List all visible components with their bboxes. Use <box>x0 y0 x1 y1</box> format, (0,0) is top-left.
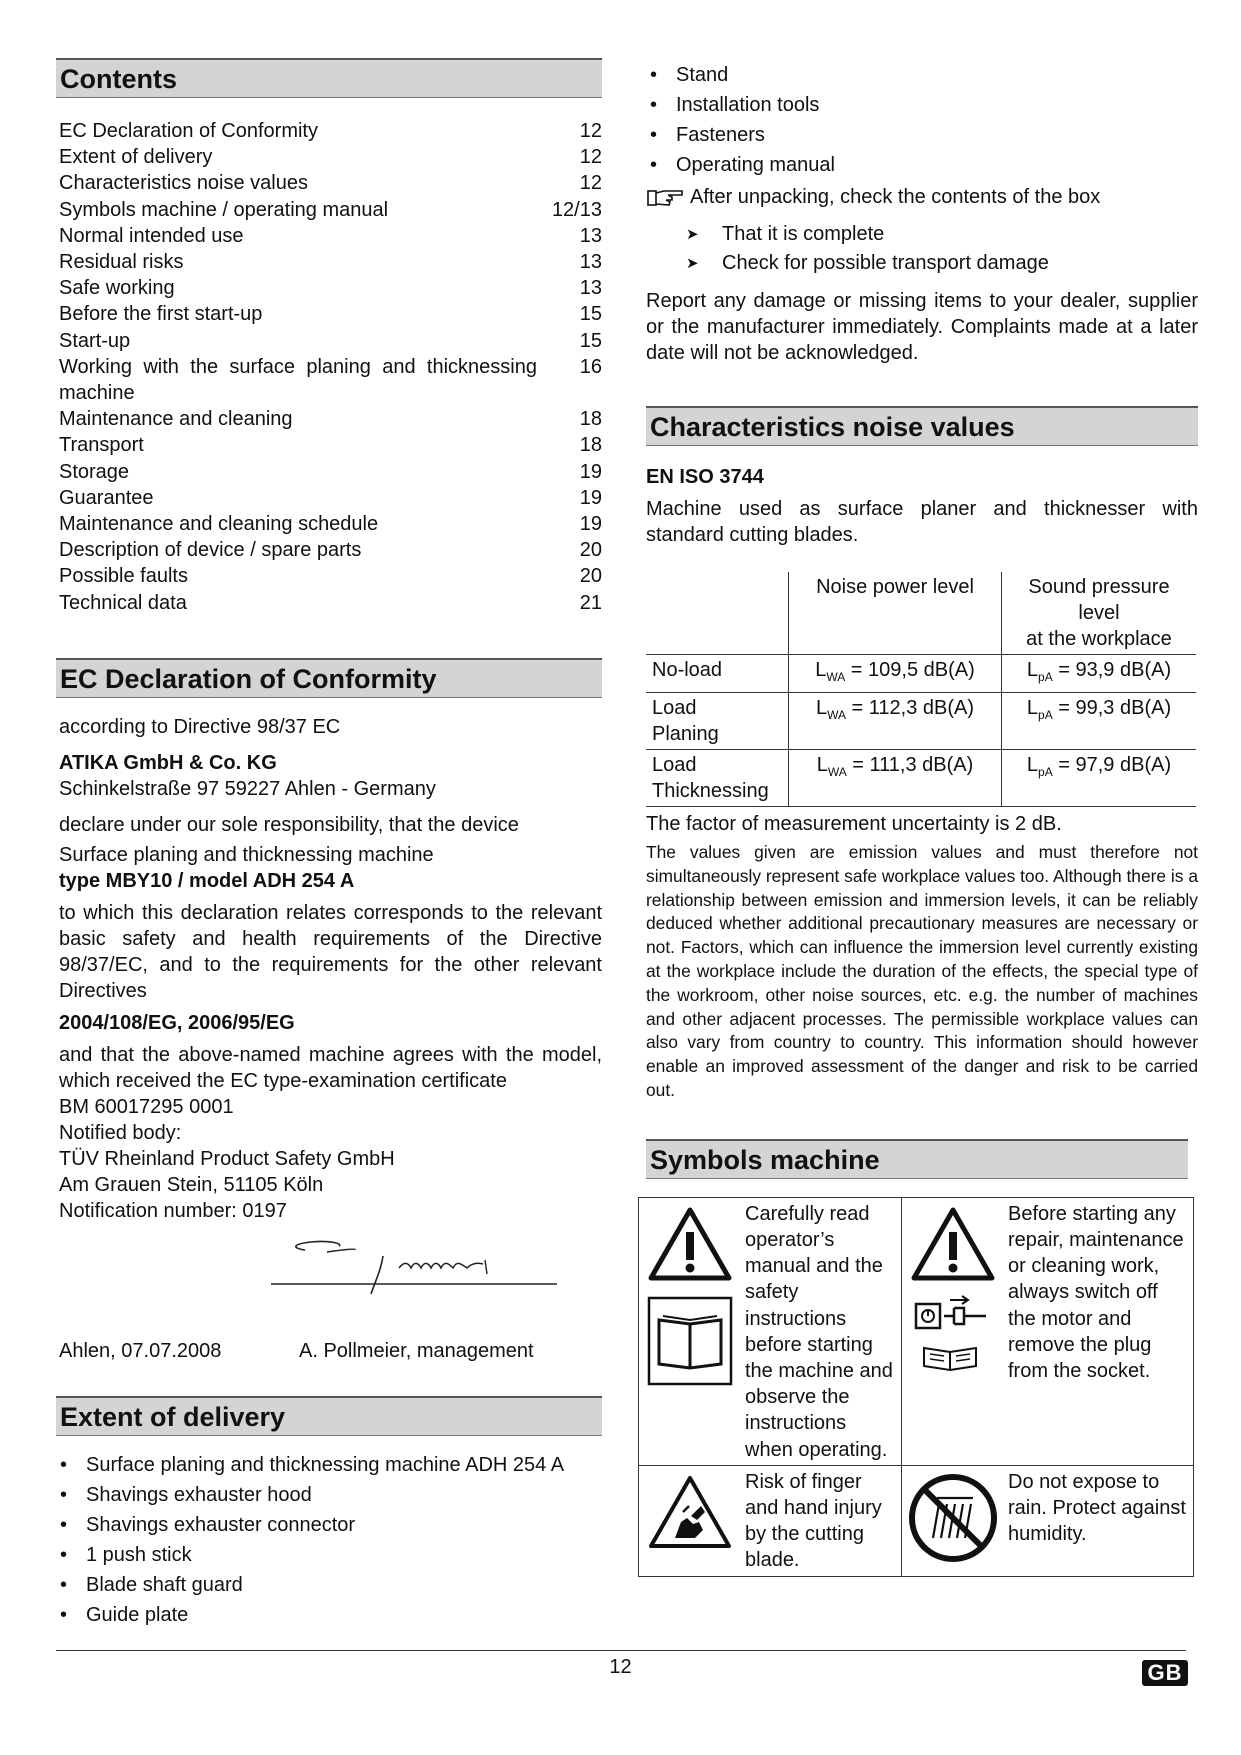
hand-injury-icon <box>647 1472 733 1552</box>
declaration-relates: to which this declaration relates corresponds to the relevant basic safety and health requirements of the Directive 98/37/EC, and to the requirements for the other relevant Directives <box>59 901 602 1002</box>
book-icon <box>647 1296 733 1386</box>
toc-page: 12 <box>579 172 602 195</box>
toc-row <box>56 432 602 458</box>
symbol-text-read-manual: Carefully read operator’s manual and the safety instructions before starting the machine and observe the instructions when operating. <box>741 1197 902 1465</box>
device-name: Surface planing and thicknessing machine <box>59 843 434 866</box>
toc-row <box>56 144 602 170</box>
certificate-number: BM 60017295 0001 <box>59 1095 234 1118</box>
table-row <box>646 693 1196 750</box>
list-item: • Operating manual <box>646 150 1198 180</box>
toc-label: Possible faults <box>59 565 188 588</box>
toc-row <box>56 485 602 511</box>
toc-label: Guarantee <box>59 486 154 509</box>
declaration-directives: 2004/108/EG, 2006/95/EG <box>59 1011 295 1034</box>
toc-row <box>56 170 602 196</box>
table-row <box>646 655 1196 693</box>
signatory: A. Pollmeier, management <box>299 1339 534 1362</box>
place-date: Ahlen, 07.07.2008 <box>59 1339 222 1362</box>
toc-row <box>56 590 602 616</box>
notified-name: TÜV Rheinland Product Safety GmbH <box>59 1147 395 1170</box>
list-item: • Surface planing and thicknessing machine ADH 254 A <box>56 1450 602 1480</box>
toc-label: EC Declaration of Conformity <box>59 120 318 142</box>
toc-label: Maintenance and cleaning schedule <box>59 513 379 536</box>
list-item: • 1 push stick <box>56 1540 602 1570</box>
table-row <box>639 1197 1194 1465</box>
toc-label: Characteristics noise values <box>59 172 308 195</box>
declaration-heading: EC Declaration of Conformity <box>56 658 602 698</box>
toc-label: Normal intended use <box>59 224 244 247</box>
table-row <box>639 1465 1194 1576</box>
list-item: • Stand <box>646 60 1198 90</box>
noise-explanation: The values given are emission values and must therefore not simultaneously represent safe workplace values too. Although there is a relationship between emission and immersion levels, it can be reliably deduced whether additional precautionary measures are necessary or not. Factors, which can influence the immersion level currently existing at the workplace include the duration of the effects, the special type of the workroom, other noise sources, etc. e.g. the number of machines and other adjacent processes. The permissible workplace values can also vary from country to country. This information should however enable an improved assessment of the danger and risk to be carried out. <box>646 842 1198 1100</box>
unpack-note-text: After unpacking, check the contents of the box <box>690 186 1101 208</box>
noise-table <box>646 572 1196 807</box>
toc-label: Storage <box>59 460 130 483</box>
toc-row <box>56 275 602 301</box>
toc-page: 19 <box>579 513 602 536</box>
noise-intro: Machine used as surface planer and thicknesser with standard cutting blades. <box>646 498 1198 546</box>
toc-page: 20 <box>579 565 602 588</box>
toc-label: Technical data <box>59 591 187 614</box>
check-list <box>646 220 1198 278</box>
symbol-text-rain: Do not expose to rain. Protect against humidity. <box>1004 1465 1194 1576</box>
noise-heading: Characteristics noise values <box>646 406 1198 446</box>
symbol-cell <box>902 1197 1005 1465</box>
list-item: • Shavings exhauster hood <box>56 1480 602 1510</box>
toc-row <box>56 537 602 563</box>
list-item: • Fasteners <box>646 120 1198 150</box>
symbol-text-switch-off: Before starting any repair, maintenance or cleaning work, always switch off the motor and remove the plug from the socket. <box>1004 1197 1194 1465</box>
list-item: • Installation tools <box>646 90 1198 120</box>
page-number: 12 <box>609 1656 632 1678</box>
toc-row <box>56 511 602 537</box>
unpack-note <box>646 184 1198 210</box>
declaration-statement: declare under our sole responsibility, that the device <box>59 813 519 836</box>
table-header-row <box>646 572 1196 655</box>
company-name: ATIKA GmbH & Co. KG <box>59 751 277 774</box>
lpa-cell: $L_{pA} = 99,3$ dB(A) <box>1002 693 1197 750</box>
company-address: Schinkelstraße 97 59227 Ahlen - Germany <box>59 777 436 800</box>
symbol-text-finger-risk: Risk of finger and hand injury by the cutting blade. <box>741 1465 902 1576</box>
list-item: • Shavings exhauster connector <box>56 1510 602 1540</box>
symbol-cell <box>639 1197 742 1465</box>
mode-cell: Load Thicknessing <box>646 750 789 807</box>
toc-page: 12/13 <box>551 198 602 221</box>
toc-page: 12 <box>579 120 602 142</box>
toc-row <box>56 223 602 249</box>
delivery-list-left <box>56 1450 602 1630</box>
unplug-icon <box>910 1294 996 1334</box>
lwa-cell: $L_{WA} = 112,3$ dB(A) <box>789 693 1002 750</box>
mode-cell: No-load <box>646 655 789 693</box>
toc-page: 18 <box>579 434 602 457</box>
pointing-hand-icon <box>646 186 686 208</box>
toc-label: Before the first start-up <box>59 303 263 326</box>
delivery-list-right <box>646 60 1198 180</box>
symbol-cell <box>639 1465 742 1576</box>
col-sound-pressure: Sound pressure level at the workplace <box>1002 572 1197 655</box>
lwa-cell: $L_{WA} = 111,3$ dB(A) <box>789 750 1002 807</box>
uncertainty-text: The factor of measurement uncertainty is 2 dB. <box>646 813 1062 835</box>
lpa-cell: $L_{pA} = 97,9$ dB(A) <box>1002 750 1197 807</box>
toc-row <box>56 328 602 354</box>
report-text: Report any damage or missing items to your dealer, supplier or the manufacturer immediately. Complaints made at a later date will not be acknowledged. <box>646 290 1198 364</box>
toc-page: 20 <box>579 539 602 562</box>
toc-page: 13 <box>579 277 602 300</box>
toc-label: Maintenance and cleaning <box>59 408 293 431</box>
left-column <box>56 58 602 1630</box>
notified-label: Notified body: <box>59 1121 182 1144</box>
lwa-cell: $L_{WA} = 109,5$ dB(A) <box>789 655 1002 693</box>
signature-image <box>271 1230 571 1320</box>
manual-icon <box>910 1340 996 1374</box>
symbols-heading: Symbols machine <box>646 1139 1188 1179</box>
extent-heading: Extent of delivery <box>56 1396 602 1436</box>
notified-address: Am Grauen Stein, 51105 Köln <box>59 1173 324 1196</box>
toc-page: 13 <box>579 251 602 274</box>
language-badge: GB <box>1142 1660 1188 1686</box>
device-type: type MBY10 / model ADH 254 A <box>59 869 355 892</box>
toc-row <box>56 197 602 223</box>
toc-row <box>56 118 602 144</box>
list-item: • Guide plate <box>56 1600 602 1630</box>
toc-label: Residual risks <box>59 251 184 274</box>
toc-row <box>56 563 602 589</box>
toc-label: Working with the surface planing and thicknessing machine <box>59 355 537 405</box>
symbols-table <box>638 1197 1194 1577</box>
toc-page: 18 <box>579 408 602 431</box>
toc-page: 15 <box>579 303 602 326</box>
toc-row <box>56 406 602 432</box>
toc-label: Description of device / spare parts <box>59 539 362 562</box>
table-row <box>646 750 1196 807</box>
signature-area <box>59 1224 602 1342</box>
list-item: • Blade shaft guard <box>56 1570 602 1600</box>
list-item: ➤ Check for possible transport damage <box>646 249 1198 278</box>
footer-rule <box>56 1650 1186 1651</box>
toc-row <box>56 354 602 406</box>
toc-page: 21 <box>579 591 602 614</box>
toc-page: 19 <box>579 486 602 509</box>
declaration-directive: according to Directive 98/37 EC <box>59 715 341 738</box>
toc-page: 13 <box>579 224 602 247</box>
lpa-cell: $L_{pA} = 93,9$ dB(A) <box>1002 655 1197 693</box>
right-column <box>646 60 1198 1577</box>
toc-label: Symbols machine / operating manual <box>59 198 389 221</box>
toc-page: 12 <box>579 146 602 169</box>
toc-label: Extent of delivery <box>59 146 213 169</box>
warning-icon <box>647 1204 733 1284</box>
toc-page: 19 <box>579 460 602 483</box>
declaration-agrees: and that the above-named machine agrees with the model, which received the EC type-examination certificate <box>59 1043 602 1092</box>
toc-label: Start-up <box>59 329 131 352</box>
toc-row <box>56 301 602 327</box>
table-of-contents <box>56 118 602 616</box>
toc-page: 16 <box>579 355 602 378</box>
noise-standard: EN ISO 3744 <box>646 466 764 488</box>
list-item: ➤ That it is complete <box>646 220 1198 249</box>
toc-page: 15 <box>579 329 602 352</box>
toc-row <box>56 459 602 485</box>
notification-number: Notification number: 0197 <box>59 1199 287 1222</box>
toc-row <box>56 249 602 275</box>
mode-cell: Load Planing <box>646 693 789 750</box>
symbol-cell <box>902 1465 1005 1576</box>
toc-label: Transport <box>59 434 144 457</box>
no-rain-icon <box>907 1472 999 1564</box>
toc-label: Safe working <box>59 277 175 300</box>
col-noise-power: Noise power level <box>789 572 1002 655</box>
warning-icon <box>910 1204 996 1284</box>
contents-heading: Contents <box>56 58 602 98</box>
